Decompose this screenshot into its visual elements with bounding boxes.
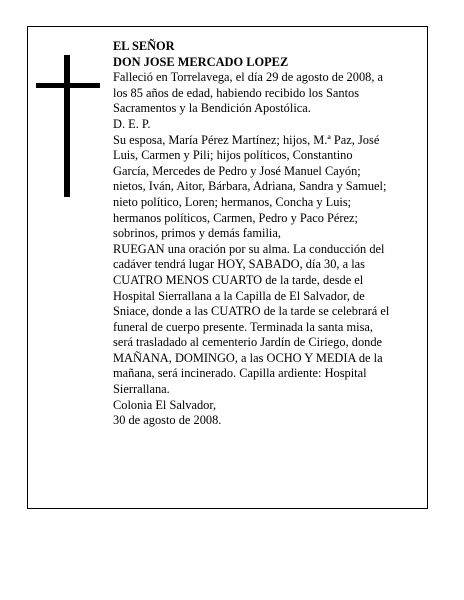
body-line: Sniace, donde a las CUATRO de la tarde se celebrará el bbox=[113, 304, 390, 319]
body-line: Luis, Carmen y Pili; hijos políticos, Constantino bbox=[113, 148, 353, 163]
body-line: CUATRO MENOS CUARTO de la tarde, desde el bbox=[113, 272, 364, 287]
date-line: 30 de agosto de 2008. bbox=[113, 413, 222, 428]
body-line: García, Mercedes de Pedro y José Manuel Cayón; bbox=[113, 163, 361, 178]
body-line: nieto político, Loren; hermanos, Concha y Luis; bbox=[113, 194, 352, 209]
body-line: MAÑANA, DOMINGO, a las OCHO Y MEDIA de la bbox=[113, 350, 383, 365]
body-line: mañana, será incinerado. Capilla ardiente: Hospital bbox=[113, 366, 367, 381]
place-line: Colonia El Salvador, bbox=[113, 397, 217, 412]
notice-title: EL SEÑOR bbox=[113, 39, 175, 53]
body-line: los 85 años de edad, habiendo recibido los Santos bbox=[113, 85, 360, 100]
dep-line: D. E. P. bbox=[113, 116, 151, 131]
body-line: Sacramentos y la Bendición Apostólica. bbox=[113, 101, 311, 116]
body-line: Sierrallana. bbox=[113, 382, 170, 397]
body-line: RUEGAN una oración por su alma. La conducción del bbox=[113, 241, 385, 256]
body-line: será trasladado al cementerio Jardín de Ciriego, donde bbox=[113, 335, 383, 350]
body-line: sobrinos, primos y demás familia, bbox=[113, 226, 281, 241]
body-line: funeral de cuerpo presente. Terminada la santa misa, bbox=[113, 319, 374, 334]
body-line: cadáver tendrá lugar HOY, SABADO, día 30, a las bbox=[113, 257, 365, 272]
body-line: Falleció en Torrelavega, el día 29 de agosto de 2008, a bbox=[113, 70, 384, 85]
cross-horizontal-bar bbox=[36, 83, 100, 88]
body-line: hermanos políticos, Carmen, Pedro y Paco Pérez; bbox=[113, 210, 358, 225]
body-line: nietos, Iván, Aitor, Bárbara, Adriana, Sandra y Samuel; bbox=[113, 179, 387, 194]
obituary-text bbox=[113, 39, 423, 429]
cross-icon bbox=[36, 55, 100, 197]
cross-vertical-bar bbox=[64, 55, 70, 197]
body-line: Hospital Sierrallana a la Capilla de El Salvador, de bbox=[113, 288, 365, 303]
deceased-name: DON JOSE MERCADO LOPEZ bbox=[113, 54, 289, 69]
body-line: Su esposa, María Pérez Martínez; hijos, M.ª Paz, José bbox=[113, 132, 380, 147]
